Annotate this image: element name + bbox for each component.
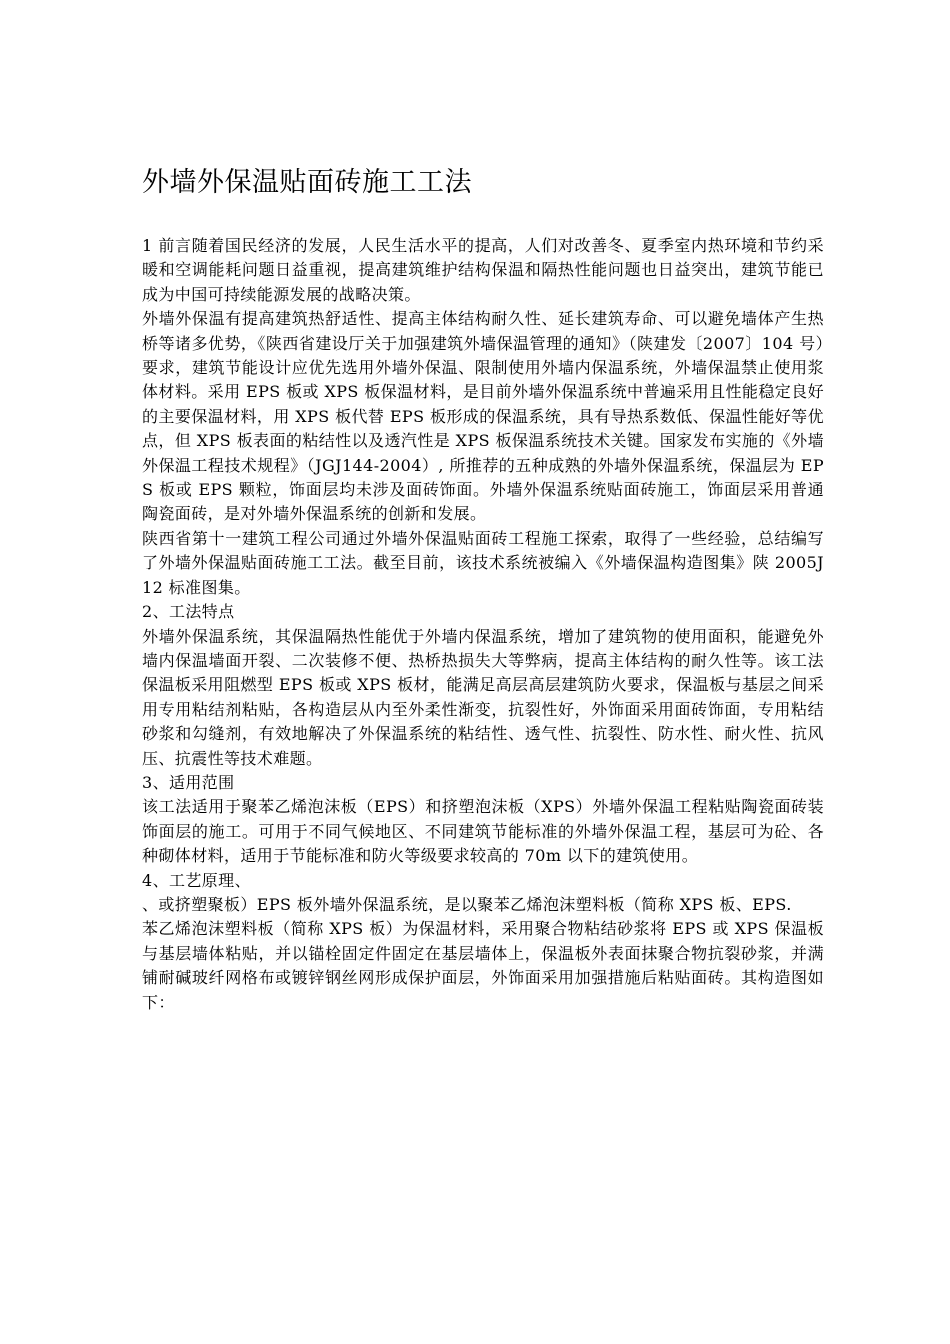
paragraph-advantages: 外墙外保温有提高建筑热舒适性、提高主体结构耐久性、延长建筑寿命、可以避免墙体产生热桥等诸多优势，《陕西省建设厅关于加强建筑外墙保温管理的通知》（陕建发〔2007〕104 号）要求，建筑节能设计应优先选用外墙外保温、限制使用外墙内保温系统，外墙保温禁止使用浆体材料。采用 EPS 板或 XPS 板保温材料，是目前外墙外保温系统中普遍采用且性能稳定良好的主要保温材料，用 XPS 板代替 EPS 板形成的保温系统，具有导热系数低、保温性能好等优点，但 XPS 板表面的粘结性以及透汽性是 XPS 板保温系统技术关键。国家发布实施的《外墙外保温工程技术规程》（JGJ144-2004）, 所推荐的五种成熟的外墙外保温系统，保温层为 EPS 板或 EPS 颗粒，饰面层均未涉及面砖饰面。外墙外保温系统贴面砖施工，饰面层采用普通陶瓷面砖，是对外墙外保温系统的创新和发展。: [142, 309, 824, 524]
paragraph-principle-intro: 、或挤塑聚板）EPS 板外墙外保温系统，是以聚苯乙烯泡沫塑料板（简称 XPS 板、EPS.: [142, 894, 792, 914]
section-heading-principle: 4、工艺原理、: [142, 870, 251, 890]
document-title: 外墙外保温贴面砖施工工法: [142, 167, 472, 198]
paragraph-principle: 苯乙烯泡沫塑料板（简称 XPS 板）为保温材料，采用聚合物粘结砂浆将 EPS 或 XPS 保温板与基层墙体粘贴，并以锚栓固定件固定在基层墙体上，保温板外表面抹聚合物抗裂砂浆，并满铺耐碱玻纤网格布或镀锌钢丝网形成保护面层，外饰面采用加强措施后粘贴面砖。其构造图如下：: [142, 919, 824, 1012]
paragraph-scope: 该工法适用于聚苯乙烯泡沫板（EPS）和挤塑泡沫板（XPS）外墙外保温工程粘贴陶瓷面砖装饰面层的施工。可用于不同气候地区、不同建筑节能标准的外墙外保温工程，基层可为砼、各种砌体材料，适用于节能标准和防火等级要求较高的 70m 以下的建筑使用。: [142, 797, 824, 866]
section-heading-scope: 3、适用范围: [142, 772, 235, 792]
document-body: [142, 234, 824, 1015]
section-heading-features: 2、工法特点: [142, 602, 235, 622]
paragraph-features: 外墙外保温系统，其保温隔热性能优于外墙内保温系统，增加了建筑物的使用面积，能避免外墙内保温墙面开裂、二次装修不便、热桥热损失大等弊病，提高主体结构的耐久性等。该工法保温板采用阻燃型 EPS 板或 XPS 板材，能满足高层高层建筑防火要求，保温板与基层之间采用专用粘结剂粘贴，各构造层从内至外柔性渐变，抗裂性好，外饰面采用面砖饰面，专用粘结砂浆和勾缝剂，有效地解决了外保温系统的粘结性、透气性、抗裂性、防水性、耐火性、抗风压、抗震性等技术难题。: [142, 626, 824, 768]
paragraph-company-experience: 陕西省第十一建筑工程公司通过外墙外保温贴面砖工程施工探索，取得了一些经验，总结编写了外墙外保温贴面砖施工工法。截至目前，该技术系统被编入《外墙保温构造图集》陕 2005J12 标准图集。: [142, 528, 824, 597]
paragraph-preface: 1 前言随着国民经济的发展，人民生活水平的提高，人们对改善冬、夏季室内热环境和节约采暖和空调能耗问题日益重视，提高建筑维护结构保温和隔热性能问题也日益突出，建筑节能已成为中国可持续能源发展的战略决策。: [142, 236, 824, 304]
